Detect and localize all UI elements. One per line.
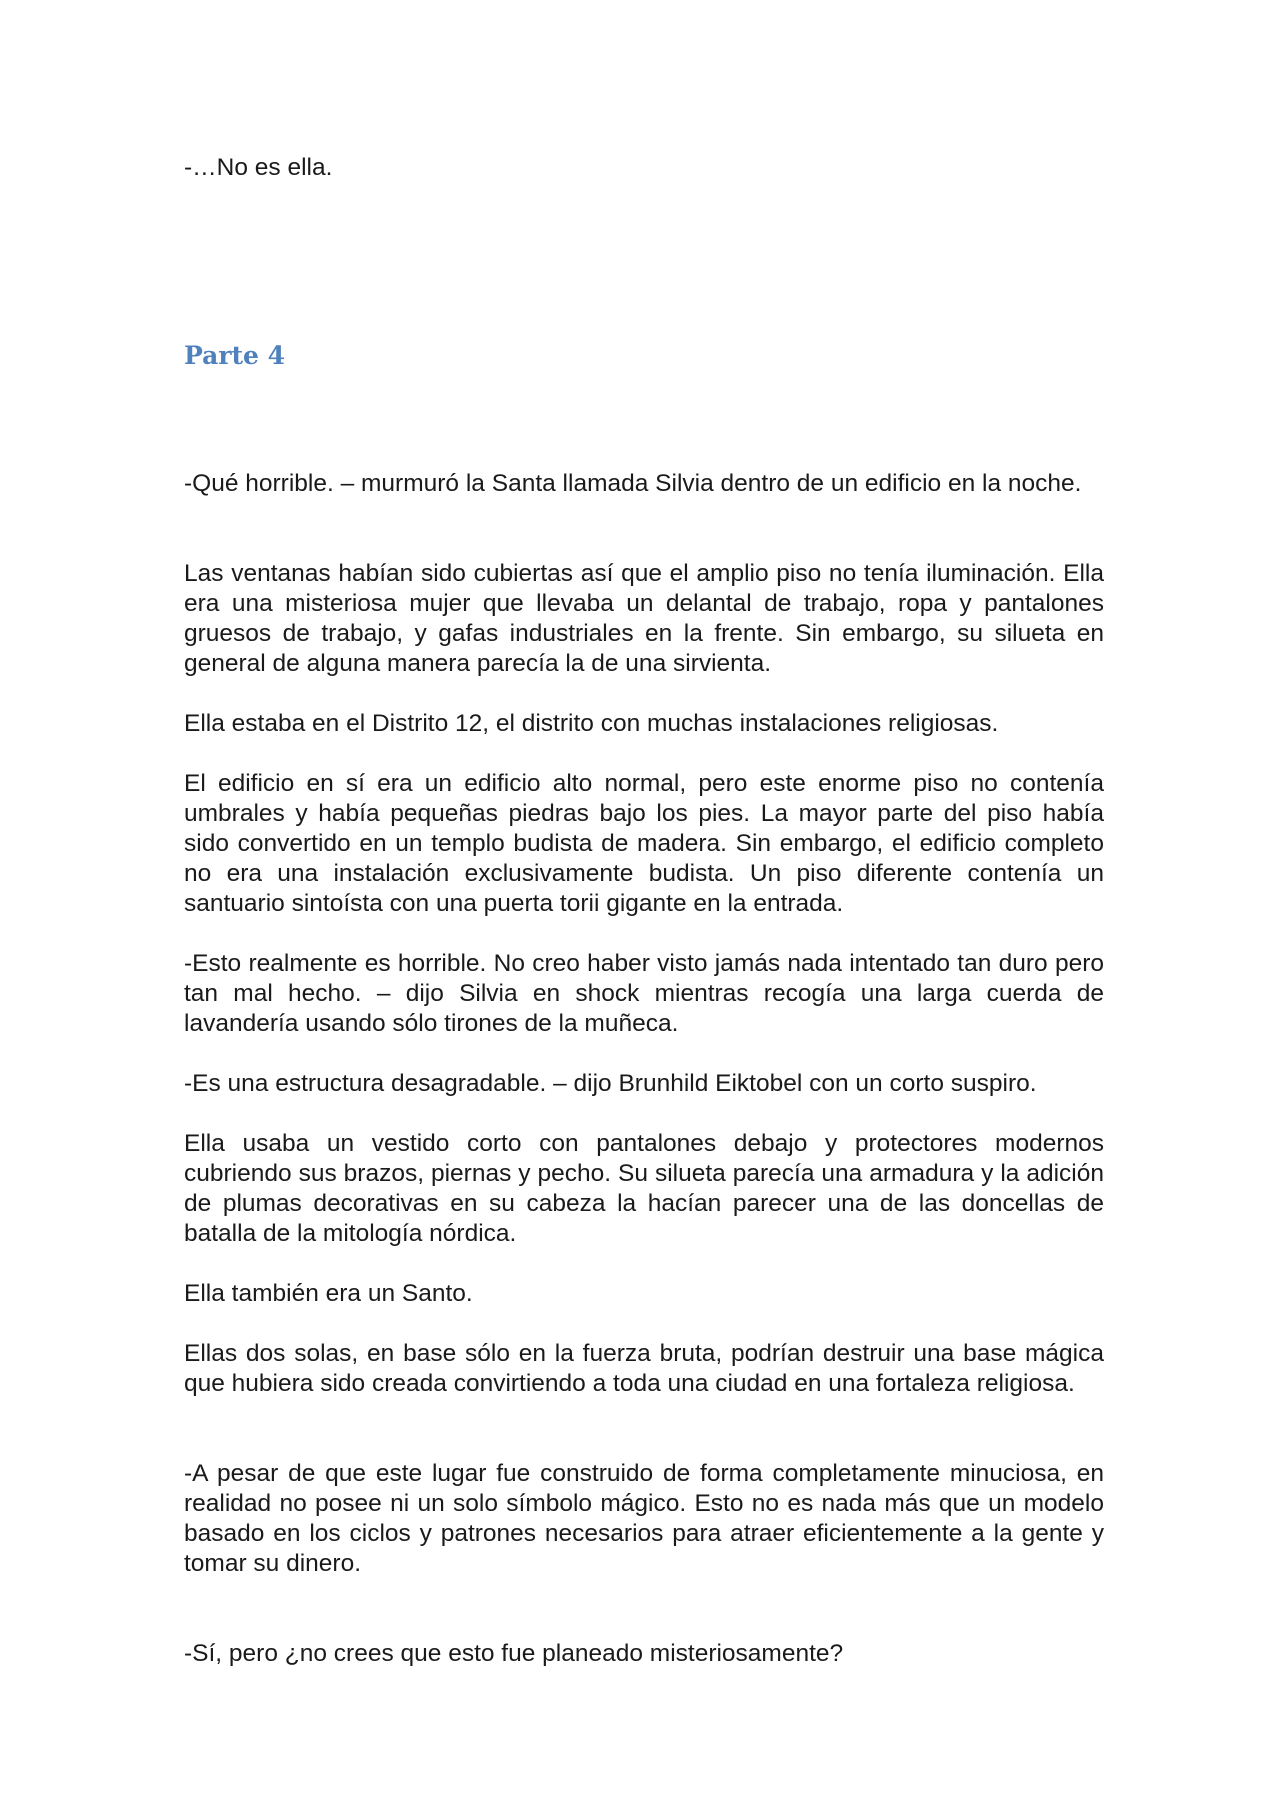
paragraph: Ella estaba en el Distrito 12, el distrito con muchas instalaciones religiosas. — [184, 710, 999, 737]
intro-line: -…No es ella. — [184, 154, 333, 181]
paragraph: -Qué horrible. – murmuró la Santa llamada Silvia dentro de un edificio en la noche. — [184, 470, 1082, 497]
paragraph: Ella usaba un vestido corto con pantalones debajo y protectores modernos cubriendo sus brazos, piernas y pecho. Su silueta parecía una armadura y la adición de plumas decorativas en su cabeza la hacían parecer una de las doncellas de batalla de la mitología nórdica. — [184, 1130, 1104, 1247]
paragraph: El edificio en sí era un edificio alto normal, pero este enorme piso no contenía umbrales y había pequeñas piedras bajo los pies. La mayor parte del piso había sido convertido en un templo budista de madera. Sin embargo, el edificio completo no era una instalación exclusivamente budista. Un piso diferente contenía un santuario sintoísta con una puerta torii gigante en la entrada. — [184, 770, 1104, 917]
paragraph: -Esto realmente es horrible. No creo haber visto jamás nada intentado tan duro pero tan mal hecho. – dijo Silvia en shock mientras recogía una larga cuerda de lavandería usando sólo tirones de la muñeca. — [184, 950, 1104, 1037]
paragraph: -Es una estructura desagradable. – dijo Brunhild Eiktobel con un corto suspiro. — [184, 1070, 1037, 1097]
paragraph: Ellas dos solas, en base sólo en la fuerza bruta, podrían destruir una base mágica que hubiera sido creada convirtiendo a toda una ciudad en una fortaleza religiosa. — [184, 1340, 1104, 1397]
paragraph: Las ventanas habían sido cubiertas así que el amplio piso no tenía iluminación. Ella era una misteriosa mujer que llevaba un delantal de trabajo, ropa y pantalones gruesos de trabajo, y gafas industriales en la frente. Sin embargo, su silueta en general de alguna manera parecía la de una sirvienta. — [184, 560, 1104, 677]
paragraph: -Sí, pero ¿no crees que esto fue planeado misteriosamente? — [184, 1640, 844, 1667]
paragraph: -A pesar de que este lugar fue construido de forma completamente minuciosa, en realidad no posee ni un solo símbolo mágico. Esto no es nada más que un modelo basado en los ciclos y patrones necesarios para atraer eficientemente a la gente y tomar su dinero. — [184, 1460, 1104, 1577]
paragraph: Ella también era un Santo. — [184, 1280, 473, 1307]
section-heading: Parte 4 — [184, 341, 286, 370]
